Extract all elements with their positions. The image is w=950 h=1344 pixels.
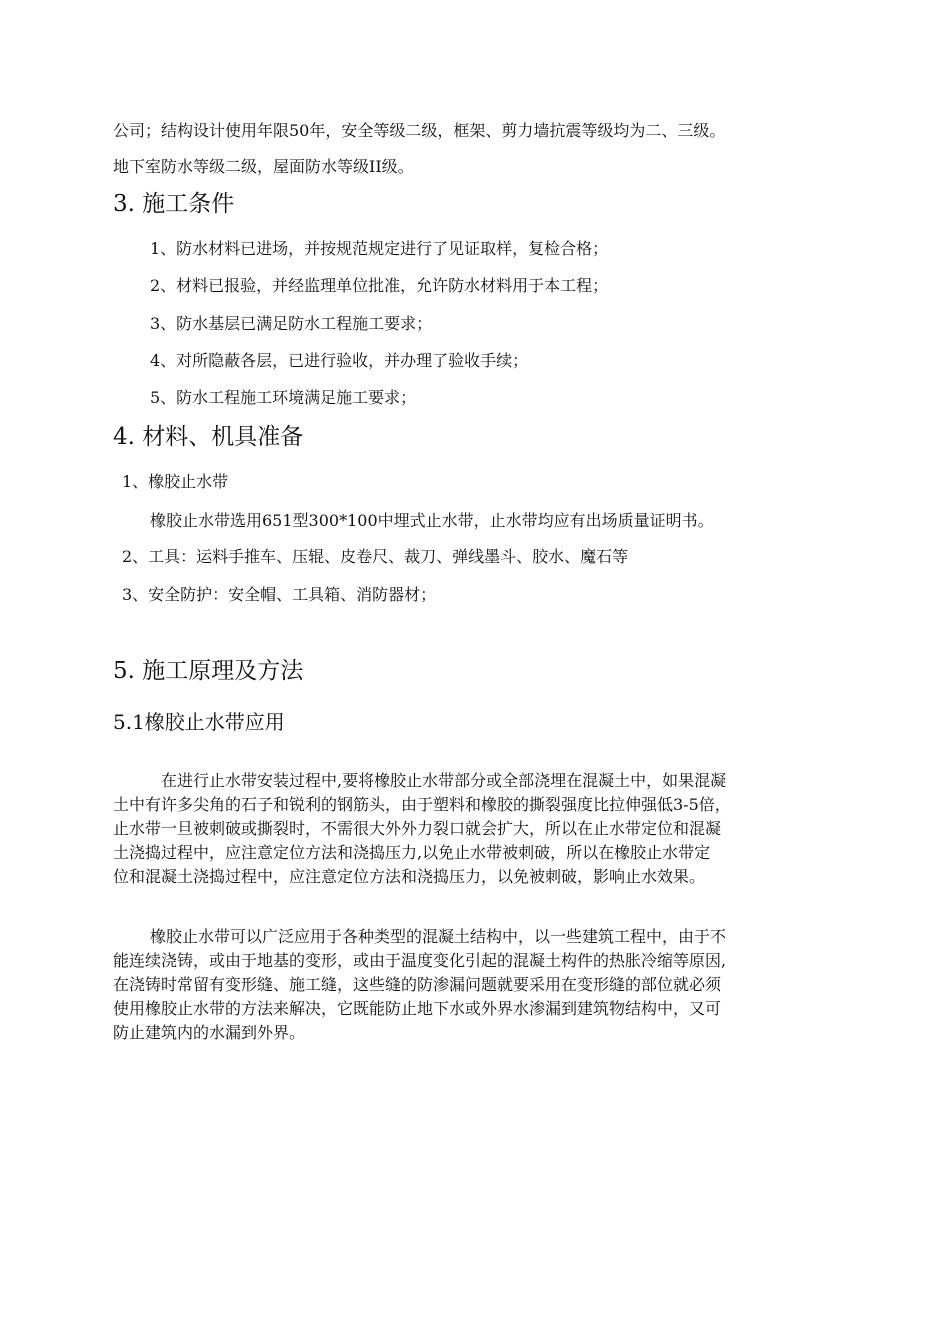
section-4-item-2: 2、工具：运料手推车、压辊、皮卷尺、裁刀、弹线墨斗、胶水、魔石等 (122, 547, 629, 566)
section-4-heading: 4. 材料、机具准备 (113, 424, 304, 450)
section-5-heading: 5. 施工原理及方法 (113, 658, 304, 684)
paragraph-1 (113, 769, 843, 889)
section-3-item-3: 3、防水基层已满足防水工程施工要求； (150, 314, 433, 333)
intro-line-2: 地下室防水等级二级，屋面防水等级II级。 (113, 157, 414, 176)
paragraph-2-line-3: 在浇铸时常留有变形缝、施工缝，这些缝的防渗漏问题就要采用在变形缝的部位就必须 (113, 975, 722, 994)
section-4-item-1: 1、橡胶止水带 (122, 472, 229, 491)
section-3-item-5: 5、防水工程施工环境满足施工要求； (150, 388, 417, 407)
paragraph-2-line-5: 防止建筑内的水漏到外界。 (113, 1023, 306, 1042)
section-3-item-4: 4、对所隐蔽各层，已进行验收，并办理了验收手续； (150, 351, 529, 370)
section-4-item-1-detail: 橡胶止水带选用651型300*100中埋式止水带，止水带均应有出场质量证明书。 (150, 511, 714, 530)
paragraph-1-line-1: 在进行止水带安装过程中,要将橡胶止水带部分或全部浇埋在混凝土中，如果混凝 (161, 771, 727, 790)
section-4-item-3: 3、安全防护：安全帽、工具箱、消防器材； (122, 585, 437, 604)
paragraph-2-line-4: 使用橡胶止水带的方法来解决，它既能防止地下水或外界水渗漏到建筑物结构中，又可 (113, 999, 722, 1018)
paragraph-1-line-5: 位和混凝土浇捣过程中，应注意定位方法和浇捣压力，以免被刺破，影响止水效果。 (113, 867, 706, 886)
section-3-item-2: 2、材料已报验，并经监理单位批准，允许防水材料用于本工程； (150, 276, 609, 295)
paragraph-1-line-4: 土浇捣过程中，应注意定位方法和浇捣压力,以免止水带被刺破，所以在橡胶止水带定 (113, 843, 711, 862)
paragraph-2 (113, 925, 843, 1045)
section-3-item-1: 1、防水材料已进场，并按规范规定进行了见证取样，复检合格； (150, 239, 609, 258)
intro-line-1: 公司；结构设计使用年限50年，安全等级二级，框架、剪力墙抗震等级均为二、三级。 (113, 121, 726, 140)
paragraph-1-line-3: 止水带一旦被刺破或撕裂时，不需很大外外力裂口就会扩大，所以在止水带定位和混凝 (113, 819, 722, 838)
paragraph-2-line-2: 能连续浇铸，或由于地基的变形，或由于温度变化引起的混凝土构件的热胀冷缩等原因, (113, 951, 727, 970)
paragraph-2-line-1: 橡胶止水带可以广泛应用于各种类型的混凝土结构中，以一些建筑工程中，由于不 (150, 927, 727, 946)
section-5-1-heading: 5.1橡胶止水带应用 (113, 710, 285, 734)
paragraph-1-line-2: 土中有许多尖角的石子和锐利的钢筋头，由于塑料和橡胶的撕裂强度比拉伸强低3-5倍， (113, 795, 731, 814)
section-3-heading: 3. 施工条件 (113, 191, 235, 217)
